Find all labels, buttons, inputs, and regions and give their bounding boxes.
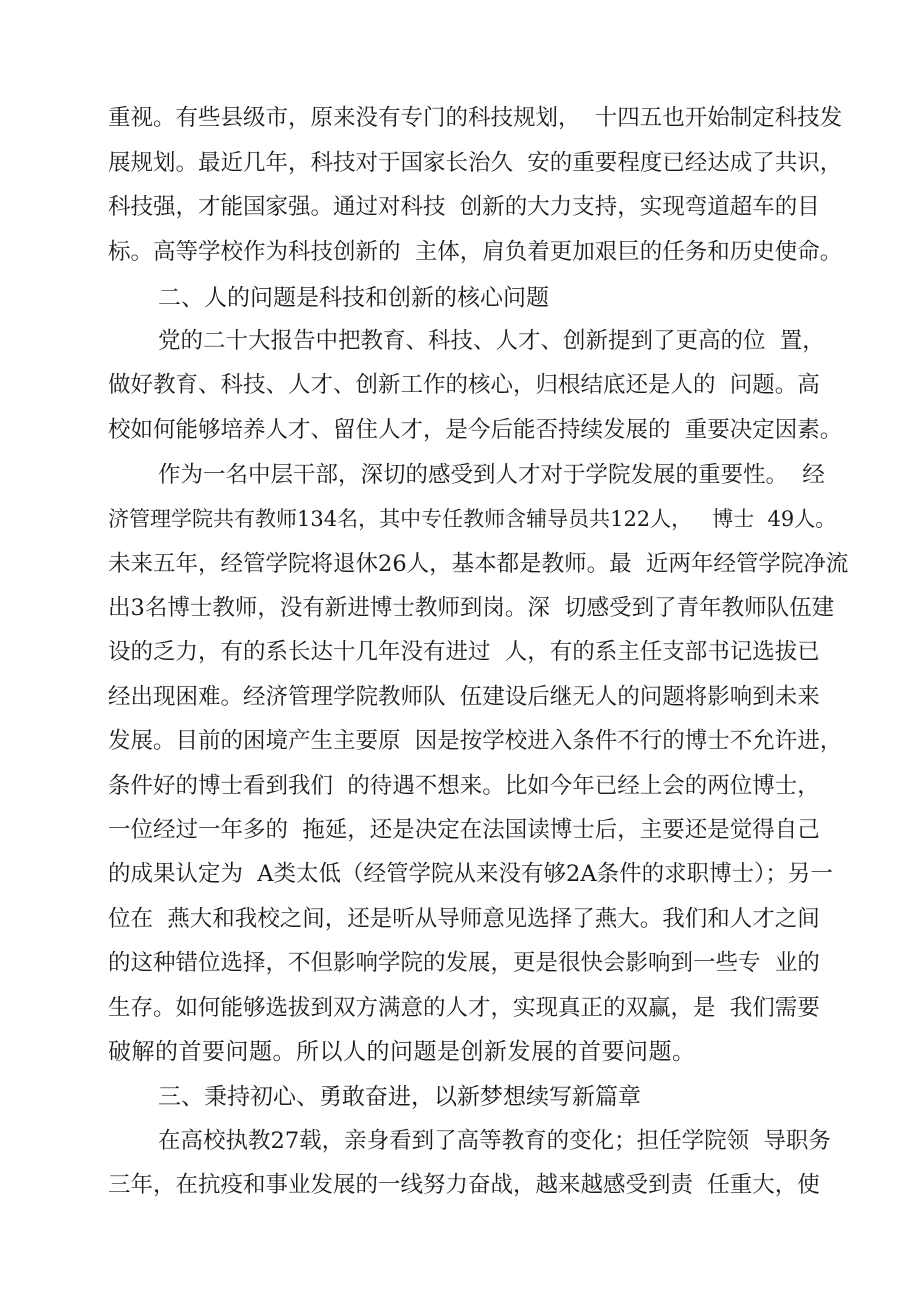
body-line: 展规划。最近几年，科技对于国家长治久 安的重要程度已经达成了共识， [108,150,843,176]
body-line: 未来五年，经管学院将退休26人，基本都是教师。最 近两年经管学院净流 [108,551,849,577]
body-line: 党的二十大报告中把教育、科技、人才、创新提到了更高的位 置， [158,328,825,354]
body-line: 位在 燕大和我校之间，还是听从导师意见选择了燕大。我们和人才之间 [108,906,820,932]
body-line: 济管理学院共有教师134名，其中专任教师含辅导员共122人， 博士 49人。 [108,507,837,531]
body-line: 标。高等学校作为科技创新的 主体，肩负着更加艰巨的任务和历史使命。 [108,239,843,265]
body-line: 的这种错位选择，不但影响学院的发展，更是很快会影响到一些专 业的 [108,950,820,976]
body-line: 的成果认定为 A类太低（经管学院从来没有够2A条件的求职博士）；另一 [108,861,833,887]
body-line: 作为一名中层干部，深切的感受到人才对于学院发展的重要性。 经 [158,462,825,488]
body-line: 三年，在抗疫和事业发展的一线努力奋战，越来越感受到责 任重大，使 [108,1172,820,1198]
body-line: 经出现困难。经济管理学院教师队 伍建设后继无人的问题将影响到未来 [108,684,820,710]
body-line: 一位经过一年多的 拖延，还是决定在法国读博士后，主要还是觉得自己 [108,817,820,843]
body-line: 生存。如何能够选拔到双方满意的人才，实现真正的双赢，是 我们需要 [108,995,820,1021]
body-line: 校如何能够培养人才、留住人才，是今后能否持续发展的 重要决定因素。 [108,417,843,443]
body-line: 做好教育、科技、人才、创新工作的核心，归根结底还是人的 问题。高 [108,372,820,398]
body-line: 在高校执教27载，亲身看到了高等教育的变化；担任学院领 导职务 [158,1128,831,1154]
body-line: 破解的首要问题。所以人的问题是创新发展的首要问题。 [108,1039,696,1065]
body-line: 设的乏力，有的系长达十几年没有进过 人，有的系主任支部书记选拔已 [108,639,820,665]
body-line: 发展。目前的困境产生主要原 因是按学校进入条件不行的博士不允许进， [108,728,843,754]
body-line: 出3名博士教师，没有新进博士教师到岗。深 切感受到了青年教师队伍建 [108,595,835,621]
body-line: 重视。有些县级市，原来没有专门的科技规划， 十四五也开始制定科技发 [108,105,843,131]
section-heading-2: 二、人的问题是科技和创新的核心问题 [158,285,549,311]
body-line: 条件好的博士看到我们 的待遇不想来。比如今年已经上会的两位博士， [108,773,820,799]
body-line: 科技强，才能国家强。通过对科技 创新的大力支持，实现弯道超车的目 [108,194,820,220]
section-heading-3: 三、秉持初心、勇敢奋进，以新梦想续写新篇章 [158,1084,641,1110]
